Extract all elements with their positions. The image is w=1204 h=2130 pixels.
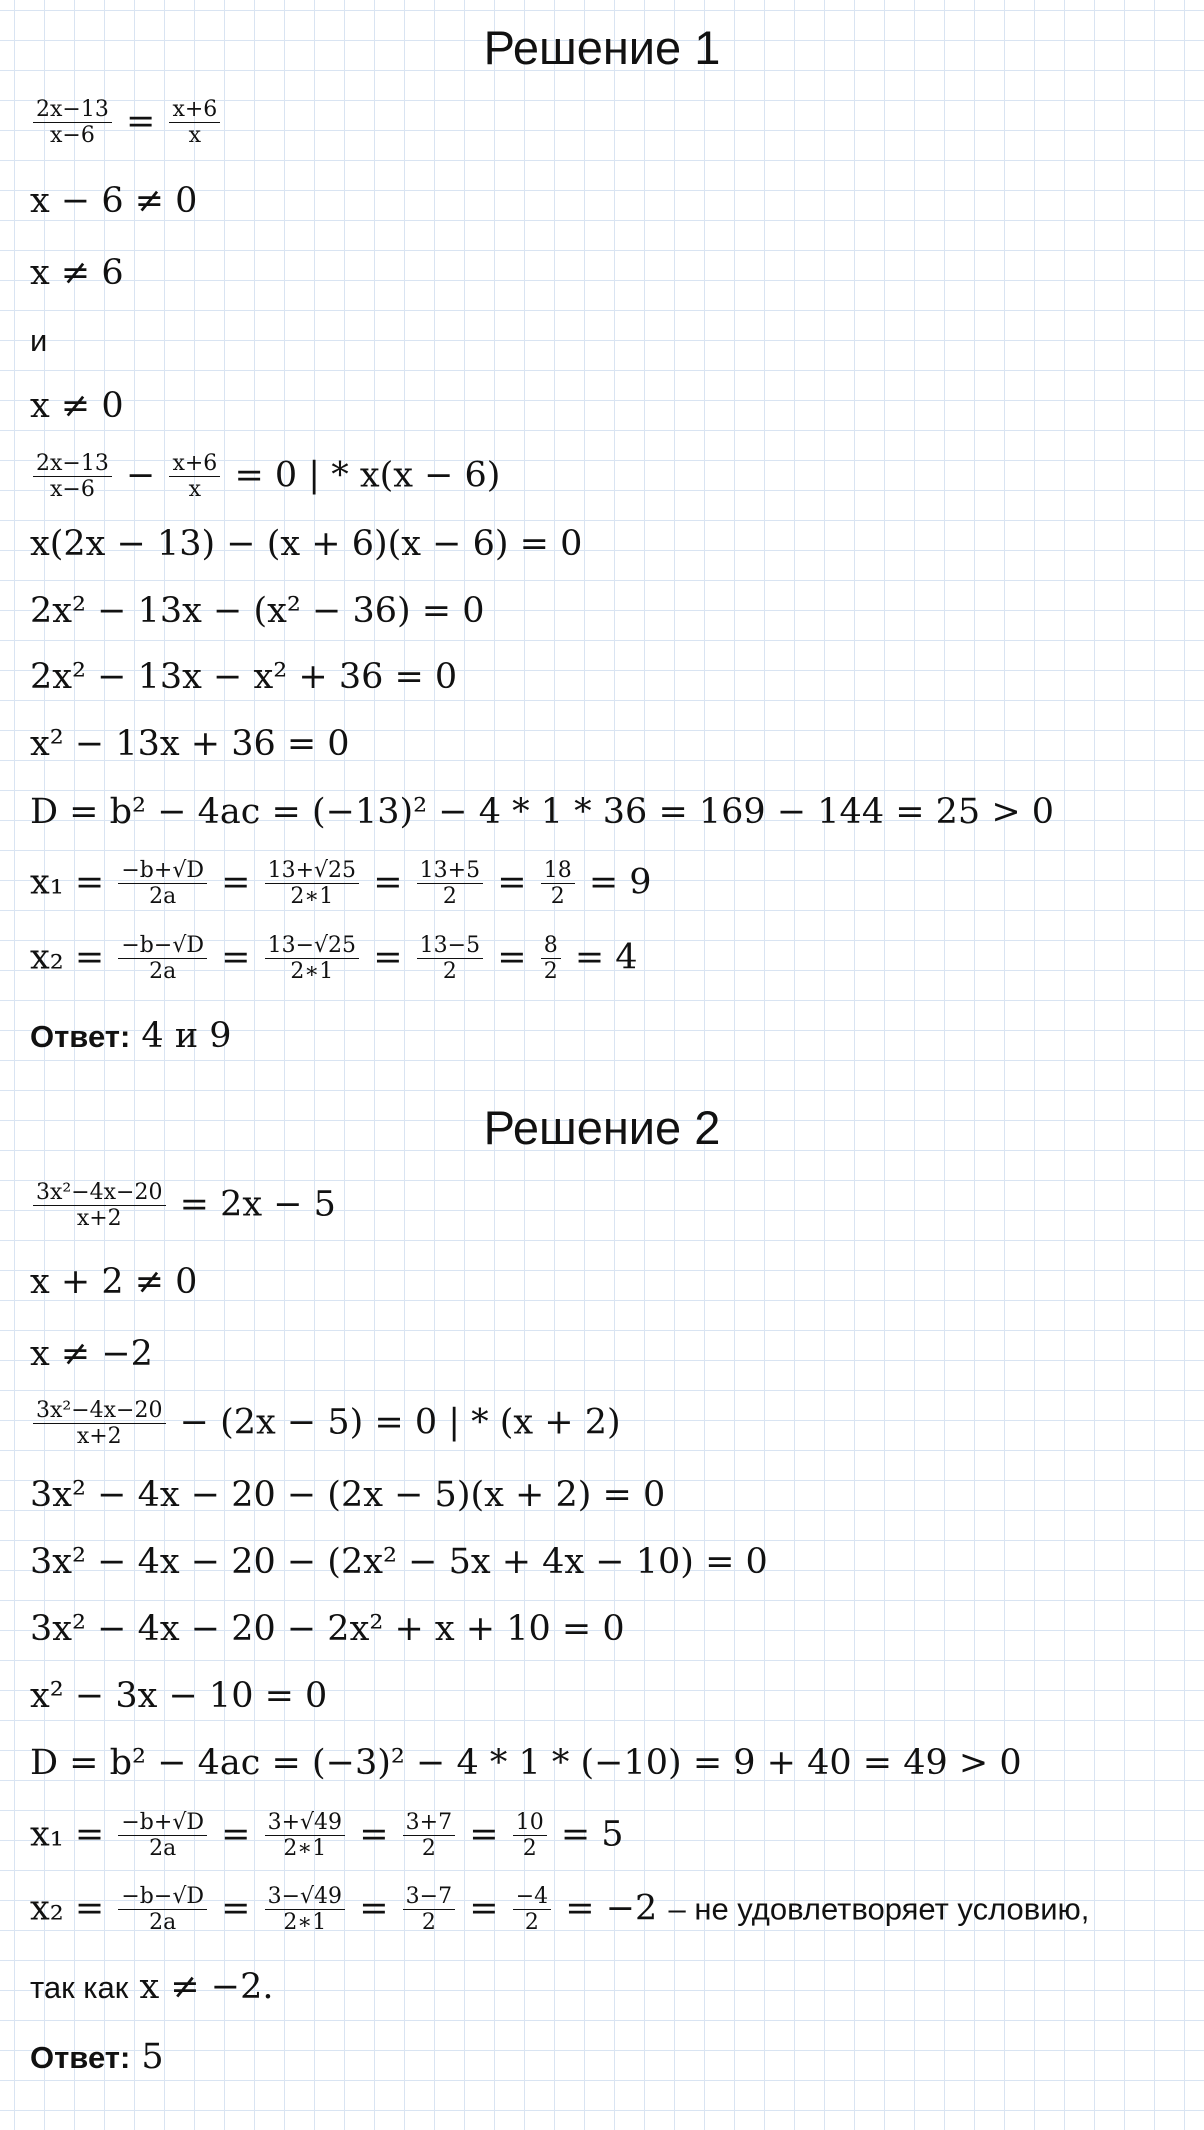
condition-line: x − 6 ≠ 0 [30, 181, 198, 221]
step-line: 3x² − 4x − 20 − (2x − 5)(x + 2) = 0 [30, 1475, 666, 1515]
answer-value: 5 [141, 2037, 164, 2077]
fraction: $\frac{-b+√D}{2a}$ [118, 1810, 207, 1862]
fraction: $\frac{-b-√D}{2a}$ [118, 1884, 207, 1936]
step-tail: = 0 | * x(x − 6) [234, 455, 501, 496]
fraction: $\frac{2x-13}{x-6}$ [33, 97, 112, 149]
answer-label: Ответ: [30, 2040, 131, 2075]
answer-value: 4 и 9 [141, 1016, 232, 1056]
step-line: x(2x − 13) − (x + 6)(x − 6) = 0 [30, 524, 583, 564]
fraction: $\frac{13+√25}{2∗1}$ [265, 858, 359, 910]
fraction: $\frac{13-5}{2}$ [417, 933, 483, 985]
step-line: 2x² − 13x − x² + 36 = 0 [30, 657, 458, 697]
conjunction-text: и [30, 323, 48, 358]
condition-line: x ≠ 0 [30, 386, 124, 426]
fraction: $\frac{8}{2}$ [541, 933, 561, 985]
equals-sign: = [125, 101, 156, 142]
fraction: $\frac{\text{3x²−4x−20}}{x+2}$ [33, 1180, 166, 1232]
fraction: $\frac{2x-13}{x-6}$ [33, 451, 112, 503]
fraction: $\frac{-b+√D}{2a}$ [118, 858, 207, 910]
answer-line [30, 2037, 164, 2077]
solution-1-title: Решение 1 [483, 21, 721, 74]
fraction: $\frac{3+7}{2}$ [403, 1810, 455, 1862]
answer-line [30, 1016, 232, 1056]
fraction: $\frac{3-√49}{2∗1}$ [265, 1884, 345, 1936]
condition-line: x + 2 ≠ 0 [30, 1262, 198, 1302]
step-line [30, 451, 500, 503]
fraction: $\frac{18}{2}$ [541, 858, 575, 910]
discriminant-line: D = b² − 4ac = (−13)² − 4 * 1 * 36 = 169 − 144 = 25 > 0 [30, 792, 1055, 832]
root-x2-line: x₂ = $\frac{-b-√D}{2a}$ = $\frac{3-√49}{2∗1}$ = $\frac{3-7}{2}$ = $\frac{-4}{2}$ = −2 – не удовлетворяет условию, [30, 1884, 1090, 1936]
discriminant-line: D = b² − 4ac = (−3)² − 4 * 1 * (−10) = 9 + 40 = 49 > 0 [30, 1743, 1022, 1783]
step-line: 3x² − 4x − 20 − (2x² − 5x + 4x − 10) = 0 [30, 1542, 768, 1582]
fraction: $\frac{x+6}{x}$ [169, 97, 220, 149]
equation-line: $\frac{\text{3x²−4x−20}}{x+2}$ = 2x − 5 [30, 1180, 336, 1232]
root-x2-line: x₂ = $\frac{-b-√D}{2a}$ = $\frac{13-√25}{2∗1}$ = $\frac{13-5}{2}$ = $\frac{8}{2}$ = 4 [30, 933, 638, 985]
root-x1-line: x₁ = $\frac{-b+√D}{2a}$ = $\frac{3+√49}{2∗1}$ = $\frac{3+7}{2}$ = $\frac{10}{2}$ = 5 [30, 1810, 624, 1862]
fraction: $\frac{-b-√D}{2a}$ [118, 933, 207, 985]
solution-2-title: Решение 2 [483, 1101, 721, 1154]
fraction: $\frac{13+5}{2}$ [417, 858, 483, 910]
step-line: 2x² − 13x − (x² − 36) = 0 [30, 591, 485, 631]
step-line: $\frac{\text{3x²−4x−20}}{x+2}$ − (2x − 5) = 0 | * (x + 2) [30, 1398, 621, 1450]
equation-line [30, 97, 223, 149]
step-line: x² − 3x − 10 = 0 [30, 1676, 328, 1716]
fraction: $\frac{x+6}{x}$ [169, 451, 220, 503]
note-line [30, 1967, 274, 2007]
fraction: $\frac{13-√25}{2∗1}$ [265, 933, 359, 985]
minus-sign: − [125, 455, 156, 496]
fraction: $\frac{\text{3x²−4x−20}}{x+2}$ [33, 1398, 166, 1450]
fraction: $\frac{3-7}{2}$ [403, 1884, 455, 1936]
root-x1-line: x₁ = $\frac{-b+√D}{2a}$ = $\frac{13+√25}{2∗1}$ = $\frac{13+5}{2}$ = $\frac{18}{2}$ = 9 [30, 858, 652, 910]
note-text: – не удовлетворяет условию, [668, 1891, 1090, 1927]
fraction: $\frac{10}{2}$ [513, 1810, 547, 1862]
condition-line: x ≠ −2 [30, 1334, 153, 1374]
fraction: $\frac{3+√49}{2∗1}$ [265, 1810, 345, 1862]
note-text: так как [30, 1970, 129, 2005]
condition-line: x ≠ 6 [30, 253, 124, 293]
step-line: 3x² − 4x − 20 − 2x² + x + 10 = 0 [30, 1609, 625, 1649]
note-math: x ≠ −2. [139, 1967, 274, 2007]
answer-label: Ответ: [30, 1019, 131, 1054]
fraction: $\frac{-4}{2}$ [513, 1884, 551, 1936]
step-line: x² − 13x + 36 = 0 [30, 724, 350, 764]
